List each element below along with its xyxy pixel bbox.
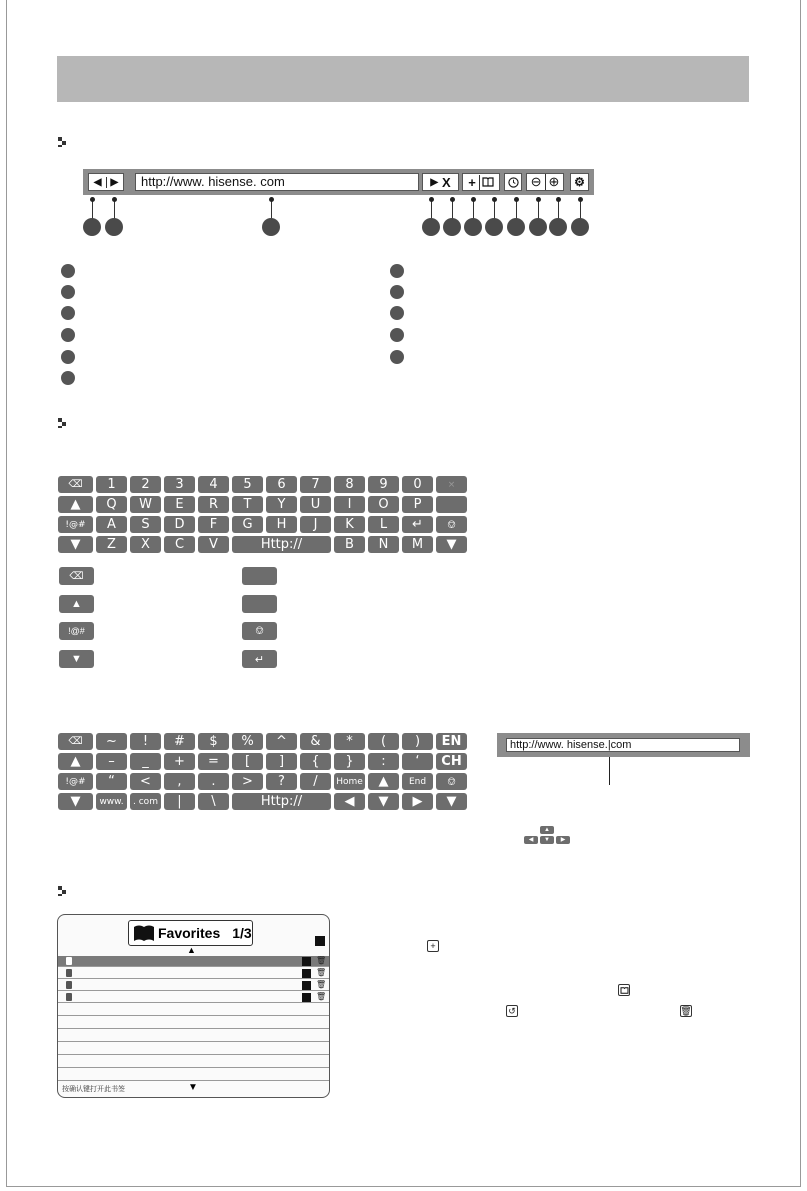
- favorite-row-empty[interactable]: [58, 1043, 329, 1055]
- scroll-down-key[interactable]: [436, 536, 467, 553]
- trash-icon[interactable]: 🗑: [316, 992, 327, 1001]
- enter-icon: ↵: [254, 653, 265, 666]
- triangle-down-icon: ▼: [70, 537, 81, 552]
- key[interactable]: R: [198, 496, 229, 513]
- key[interactable]: 3: [164, 476, 195, 493]
- key[interactable]: J: [300, 516, 331, 533]
- close-key[interactable]: ×: [436, 476, 467, 493]
- com-key[interactable]: . com: [130, 793, 161, 810]
- key[interactable]: }: [334, 753, 365, 770]
- blank-key[interactable]: [436, 496, 467, 513]
- key[interactable]: T: [232, 496, 263, 513]
- key[interactable]: B: [334, 536, 365, 553]
- key[interactable]: ]: [266, 753, 297, 770]
- url-bar-example: [497, 733, 750, 757]
- arrow-right-icon: ▶: [412, 794, 423, 809]
- backspace-key[interactable]: [58, 476, 93, 493]
- scroll-up-icon[interactable]: ▲: [187, 945, 196, 955]
- trash-icon[interactable]: 🗑: [316, 968, 327, 977]
- legend-marker: [390, 350, 404, 364]
- trash-icon[interactable]: 🗑: [316, 956, 327, 965]
- url-input[interactable]: http://www. hisense.|com: [506, 738, 740, 752]
- legend-marker: [61, 328, 75, 342]
- voice-key[interactable]: [436, 773, 467, 790]
- legend-hide-key: [59, 650, 94, 668]
- callout-marker: [507, 218, 525, 236]
- key[interactable]: –: [96, 753, 127, 770]
- favorite-row[interactable]: [58, 956, 329, 967]
- legend-marker: [390, 328, 404, 342]
- shift-key[interactable]: [58, 496, 93, 513]
- key[interactable]: C: [164, 536, 195, 553]
- key[interactable]: S: [130, 516, 161, 533]
- favorite-row[interactable]: [58, 992, 329, 1003]
- backspace-icon: ⌫: [68, 736, 83, 747]
- legend-blank-key: [242, 595, 277, 613]
- favorites-panel: [57, 914, 330, 1098]
- key[interactable]: 7: [300, 476, 331, 493]
- favorites-title: Favorites: [158, 925, 221, 941]
- http-key[interactable]: Http://: [232, 793, 331, 810]
- zoom-in-button[interactable]: ⊕: [548, 174, 560, 189]
- key[interactable]: [: [232, 753, 263, 770]
- key[interactable]: :: [368, 753, 399, 770]
- enter-key[interactable]: [402, 516, 433, 533]
- arrow-down-icon: ▼: [378, 794, 389, 809]
- legend-marker: [61, 285, 75, 299]
- key[interactable]: (: [368, 733, 399, 750]
- section-marker-icon: [58, 137, 68, 147]
- callout-marker: [105, 218, 123, 236]
- lang-en-key[interactable]: EN: [436, 733, 467, 750]
- key[interactable]: V: [198, 536, 229, 553]
- legend-marker: [390, 285, 404, 299]
- favorites-title-box: [128, 920, 253, 946]
- legend-marker: [390, 264, 404, 278]
- callout-marker: [485, 218, 503, 236]
- key[interactable]: Y: [266, 496, 297, 513]
- plus-icon: +: [427, 940, 439, 952]
- legend-enter-key: [242, 650, 277, 668]
- cursor-left-key[interactable]: [334, 793, 365, 810]
- cursor-pointer-line: [609, 757, 610, 785]
- microphone-icon: ⎊: [255, 624, 264, 637]
- go-stop-group: [422, 173, 459, 191]
- callout-marker: [571, 218, 589, 236]
- key[interactable]: &: [300, 733, 331, 750]
- home-key[interactable]: Home: [334, 773, 365, 790]
- legend-blank-key: [242, 567, 277, 585]
- trash-icon[interactable]: 🗑: [316, 980, 327, 989]
- legend-marker: [61, 350, 75, 364]
- key[interactable]: E: [164, 496, 195, 513]
- http-key[interactable]: Http://: [232, 536, 331, 553]
- cursor-right-key[interactable]: [402, 793, 433, 810]
- key[interactable]: X: [130, 536, 161, 553]
- end-key[interactable]: End: [402, 773, 433, 790]
- lang-ch-key[interactable]: CH: [436, 753, 467, 770]
- url-field[interactable]: http://www. hisense. com: [135, 173, 419, 191]
- bookmark-icon: [618, 984, 630, 996]
- key[interactable]: 9: [368, 476, 399, 493]
- shift-key[interactable]: [58, 753, 93, 770]
- favorite-row-empty[interactable]: [58, 1069, 329, 1081]
- key[interactable]: ‘: [402, 753, 433, 770]
- microphone-icon: ⎊: [447, 774, 456, 788]
- hide-keyboard-key[interactable]: [58, 536, 93, 553]
- forward-icon[interactable]: ▶: [110, 176, 119, 188]
- callout-marker: [443, 218, 461, 236]
- key[interactable]: P: [402, 496, 433, 513]
- shift-up-icon: ▲: [70, 754, 81, 769]
- key[interactable]: O: [368, 496, 399, 513]
- key[interactable]: Z: [96, 536, 127, 553]
- key[interactable]: 6: [266, 476, 297, 493]
- key[interactable]: ^: [266, 733, 297, 750]
- legend-marker: [61, 264, 75, 278]
- key[interactable]: {: [300, 753, 331, 770]
- favorites-footer-hint: 按确认键打开此书签: [62, 1085, 125, 1093]
- bookmark-icon[interactable]: [480, 175, 494, 190]
- legend-backspace-key: [59, 567, 94, 585]
- hide-keyboard-key[interactable]: [58, 793, 93, 810]
- callout-marker: [549, 218, 567, 236]
- legend-marker: [390, 306, 404, 320]
- key[interactable]: Q: [96, 496, 127, 513]
- key[interactable]: I: [334, 496, 365, 513]
- triangle-down-icon: ▼: [71, 653, 82, 665]
- refresh-icon: ↺: [506, 1005, 518, 1017]
- enter-icon: ↵: [412, 517, 423, 532]
- callout-marker: [529, 218, 547, 236]
- key[interactable]: *: [334, 733, 365, 750]
- favorite-row-empty[interactable]: [58, 1017, 329, 1029]
- options-square[interactable]: [315, 936, 325, 946]
- www-key[interactable]: www.: [96, 793, 127, 810]
- key[interactable]: .: [198, 773, 229, 790]
- key[interactable]: W: [130, 496, 161, 513]
- key[interactable]: L: [368, 516, 399, 533]
- shift-up-icon: ▲: [70, 497, 81, 512]
- key[interactable]: U: [300, 496, 331, 513]
- section-marker-icon: [58, 418, 68, 428]
- callout-marker: [464, 218, 482, 236]
- stop-button[interactable]: X: [442, 174, 451, 190]
- scroll-down-key[interactable]: [436, 793, 467, 810]
- legend-voice-key: [242, 622, 277, 640]
- book-icon: [133, 925, 155, 941]
- key[interactable]: K: [334, 516, 365, 533]
- add-favorite-button[interactable]: +: [468, 175, 480, 190]
- legend-symbols-key: !@#: [59, 622, 94, 640]
- favorite-row-empty[interactable]: [58, 1030, 329, 1042]
- key[interactable]: %: [232, 733, 263, 750]
- backspace-icon: ⌫: [68, 479, 83, 490]
- section-header-band: [57, 56, 749, 102]
- key[interactable]: >: [232, 773, 263, 790]
- arrow-up-icon: ▲: [378, 774, 389, 789]
- key[interactable]: 1: [96, 476, 127, 493]
- key[interactable]: ): [402, 733, 433, 750]
- callout-marker: [262, 218, 280, 236]
- key[interactable]: A: [96, 516, 127, 533]
- favorites-page: 1/3: [232, 925, 252, 941]
- key[interactable]: “: [96, 773, 127, 790]
- zoom-group: [526, 173, 564, 191]
- voice-key[interactable]: [436, 516, 467, 533]
- favorite-row[interactable]: [58, 968, 329, 979]
- key[interactable]: F: [198, 516, 229, 533]
- callout-marker: [422, 218, 440, 236]
- key[interactable]: +: [164, 753, 195, 770]
- history-button[interactable]: [504, 173, 522, 191]
- settings-button[interactable]: [570, 173, 589, 191]
- key[interactable]: !: [130, 733, 161, 750]
- cursor-up-key[interactable]: [368, 773, 399, 790]
- microphone-icon: ⎊: [447, 517, 456, 531]
- key[interactable]: N: [368, 536, 399, 553]
- key[interactable]: 0: [402, 476, 433, 493]
- legend-shift-key: [59, 595, 94, 613]
- legend-marker: [61, 371, 75, 385]
- arrow-left-icon: ◀: [344, 794, 355, 809]
- key[interactable]: G: [232, 516, 263, 533]
- shift-up-icon: ▲: [71, 598, 82, 610]
- key[interactable]: /: [300, 773, 331, 790]
- key[interactable]: ,: [164, 773, 195, 790]
- key[interactable]: _: [130, 753, 161, 770]
- key[interactable]: ~: [96, 733, 127, 750]
- zoom-out-button[interactable]: ⊖: [531, 174, 546, 190]
- key[interactable]: \: [198, 793, 229, 810]
- go-button[interactable]: ▶: [430, 176, 439, 188]
- key[interactable]: D: [164, 516, 195, 533]
- clock-icon: [508, 177, 519, 188]
- key[interactable]: 8: [334, 476, 365, 493]
- favorite-row-empty[interactable]: [58, 1004, 329, 1016]
- cursor-down-key[interactable]: [368, 793, 399, 810]
- key[interactable]: 4: [198, 476, 229, 493]
- section-marker-icon: [58, 886, 68, 896]
- favorite-row[interactable]: [58, 980, 329, 991]
- key[interactable]: 2: [130, 476, 161, 493]
- key[interactable]: =: [198, 753, 229, 770]
- key[interactable]: M: [402, 536, 433, 553]
- callout-marker: [83, 218, 101, 236]
- triangle-down-icon: ▼: [446, 794, 457, 809]
- backspace-key[interactable]: [58, 733, 93, 750]
- favorite-row-empty[interactable]: [58, 1056, 329, 1068]
- key[interactable]: ?: [266, 773, 297, 790]
- back-forward-group: [88, 173, 124, 191]
- key[interactable]: <: [130, 773, 161, 790]
- arrow-keys-icon: ▲ ◀ ▼ ▶: [522, 826, 574, 844]
- back-icon[interactable]: ◀: [94, 177, 107, 188]
- key[interactable]: |: [164, 793, 195, 810]
- legend-marker: [61, 306, 75, 320]
- gear-icon: ⚙: [574, 175, 585, 189]
- backspace-icon: ⌫: [69, 570, 84, 582]
- key[interactable]: $: [198, 733, 229, 750]
- key[interactable]: H: [266, 516, 297, 533]
- symbols-key[interactable]: !@#: [58, 773, 93, 790]
- symbols-key[interactable]: !@#: [58, 516, 93, 533]
- triangle-down-icon: ▼: [70, 794, 81, 809]
- add-bookmark-group: [462, 173, 500, 191]
- key[interactable]: #: [164, 733, 195, 750]
- trash-icon: 🗑: [680, 1005, 692, 1016]
- scroll-down-icon[interactable]: ▼: [188, 1082, 198, 1093]
- browser-toolbar: [83, 169, 594, 195]
- key[interactable]: 5: [232, 476, 263, 493]
- triangle-down-icon: ▼: [446, 537, 457, 552]
